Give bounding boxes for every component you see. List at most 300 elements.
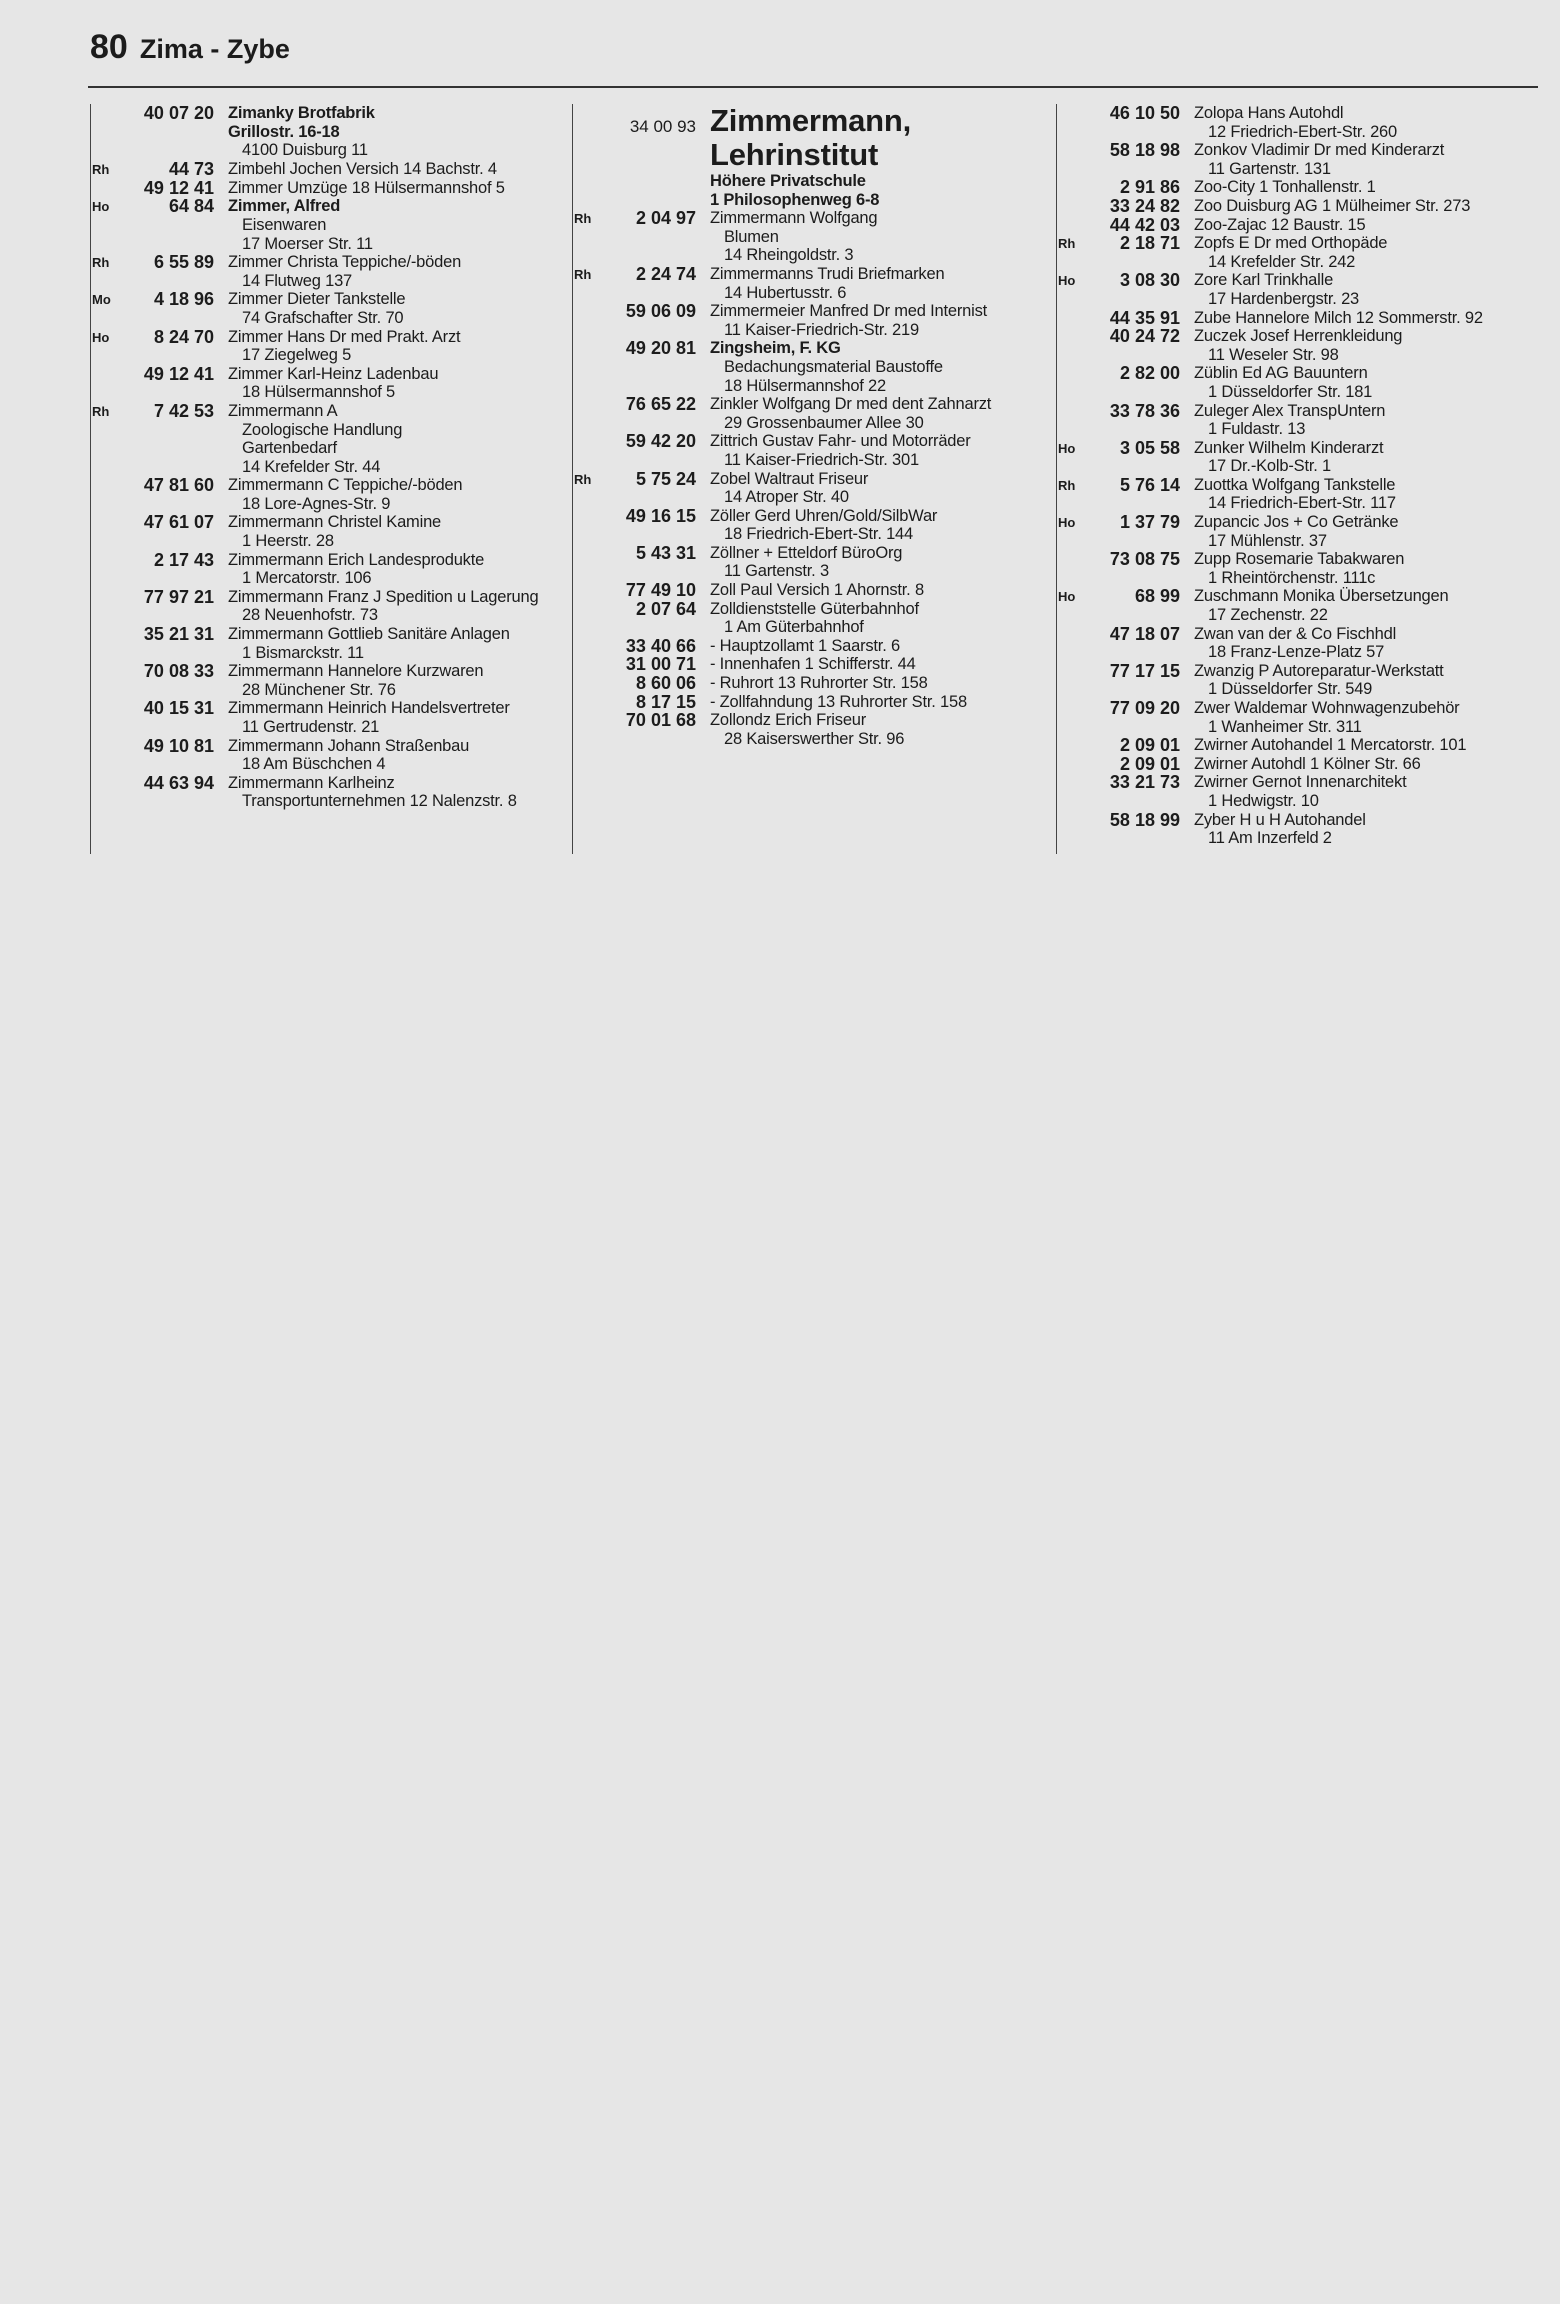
district-code bbox=[574, 302, 604, 303]
entry-body bbox=[228, 513, 562, 550]
entry-body bbox=[228, 699, 562, 736]
phone-number: 40 15 31 bbox=[143, 698, 214, 719]
entry-body bbox=[1194, 141, 1528, 178]
entry-name: Zuczek Josef Herrenkleidung bbox=[1194, 327, 1403, 346]
phone-number: 3 08 30 bbox=[1119, 270, 1180, 291]
district-code bbox=[92, 699, 122, 700]
listing-column-2 bbox=[574, 104, 1044, 748]
phone-number: 58 18 99 bbox=[1109, 809, 1180, 830]
entry-name: - Ruhrort 13 Ruhrorter Str. 158 bbox=[710, 674, 928, 693]
listing-entry bbox=[92, 625, 562, 662]
entry-detail-line: 17 Moerser Str. 11 bbox=[242, 234, 373, 253]
entry-body bbox=[710, 655, 1044, 674]
district-code bbox=[1058, 811, 1088, 812]
entry-body bbox=[710, 600, 1044, 637]
entry-detail-line: 1 Am Güterbahnhof bbox=[724, 618, 864, 637]
entry-name: Zoo Duisburg AG 1 Mülheimer Str. 273 bbox=[1194, 196, 1471, 215]
listing-entry bbox=[1058, 104, 1528, 141]
phone-number: 49 16 15 bbox=[625, 505, 696, 526]
entry-detail-line: 1 Wanheimer Str. 311 bbox=[1208, 717, 1362, 736]
listing-entry bbox=[1058, 439, 1528, 476]
entry-body bbox=[1194, 197, 1528, 216]
listing-entry bbox=[574, 265, 1044, 302]
district-code bbox=[1058, 178, 1088, 179]
district-code bbox=[1058, 699, 1088, 700]
listing-entry bbox=[574, 302, 1044, 339]
entry-name: Zolldienststelle Güterbahnhof bbox=[710, 599, 919, 618]
entry-body bbox=[710, 339, 1044, 395]
entry-body bbox=[710, 637, 1044, 656]
entry-body bbox=[228, 402, 562, 476]
district-code bbox=[1058, 736, 1088, 737]
entry-detail-line: 14 Friedrich-Ebert-Str. 117 bbox=[1208, 494, 1396, 513]
district-code bbox=[1058, 309, 1088, 310]
district-code bbox=[92, 551, 122, 552]
district-code bbox=[574, 637, 604, 638]
phone-number: 7 42 53 bbox=[153, 400, 214, 421]
listing-entry bbox=[92, 328, 562, 365]
listing-entry bbox=[1058, 327, 1528, 364]
entry-body bbox=[710, 209, 1044, 265]
district-code bbox=[1058, 104, 1088, 105]
entry-name: Zöller Gerd Uhren/Gold/SilbWar bbox=[710, 506, 938, 525]
listing-entry bbox=[1058, 197, 1528, 216]
phone-number: 77 17 15 bbox=[1109, 660, 1180, 681]
district-code bbox=[574, 655, 604, 656]
entry-detail-line: 14 Krefelder Str. 242 bbox=[1208, 252, 1356, 271]
district-code: Rh bbox=[574, 266, 592, 282]
entry-detail-line: Grillostr. 16-18 bbox=[228, 122, 340, 141]
phone-number: 70 01 68 bbox=[625, 710, 696, 731]
entry-detail-line: 1 Bismarckstr. 11 bbox=[242, 643, 364, 662]
entry-detail-line: Höhere Privatschule bbox=[710, 172, 866, 190]
entry-detail-line: 17 Zechenstr. 22 bbox=[1208, 606, 1328, 625]
district-code bbox=[574, 600, 604, 601]
phone-number: 34 00 93 bbox=[629, 117, 696, 136]
column-divider bbox=[572, 104, 573, 854]
entry-name: - Hauptzollamt 1 Saarstr. 6 bbox=[710, 636, 900, 655]
phone-number: 70 08 33 bbox=[143, 661, 214, 682]
listing-entry bbox=[92, 253, 562, 290]
entry-body bbox=[228, 328, 562, 365]
phone-number: 33 78 36 bbox=[1109, 400, 1180, 421]
district-code bbox=[92, 365, 122, 366]
phone-number: 77 97 21 bbox=[143, 586, 214, 607]
phone-number: 59 06 09 bbox=[625, 301, 696, 322]
district-code: Ho bbox=[1058, 273, 1076, 289]
district-code: Ho bbox=[92, 329, 110, 345]
district-code bbox=[92, 179, 122, 180]
entry-name: - Innenhafen 1 Schifferstr. 44 bbox=[710, 655, 916, 674]
listing-entry bbox=[574, 209, 1044, 265]
listing-entry bbox=[1058, 402, 1528, 439]
entry-body bbox=[710, 507, 1044, 544]
entry-detail-line: 18 Hülsermannshof 22 bbox=[724, 376, 887, 395]
phone-number: 77 49 10 bbox=[625, 580, 696, 601]
listing-column-3 bbox=[1058, 104, 1528, 848]
district-code bbox=[92, 737, 122, 738]
listing-entry bbox=[574, 104, 1044, 209]
phone-number: 6 55 89 bbox=[153, 252, 214, 273]
entry-name: Zore Karl Trinkhalle bbox=[1194, 271, 1334, 290]
entry-body bbox=[710, 674, 1044, 693]
entry-name: Zobel Waltraut Friseur bbox=[710, 469, 869, 488]
entry-name: Zimbehl Jochen Versich 14 Bachstr. 4 bbox=[228, 159, 497, 178]
district-code bbox=[574, 432, 604, 433]
entry-name: Zimmer Umzüge 18 Hülsermannshof 5 bbox=[228, 178, 505, 197]
listing-entry bbox=[92, 160, 562, 179]
phone-number: 73 08 75 bbox=[1109, 549, 1180, 570]
district-code bbox=[574, 104, 604, 105]
listing-entry bbox=[1058, 811, 1528, 848]
listing-entry bbox=[1058, 309, 1528, 328]
listing-entry bbox=[92, 737, 562, 774]
phone-number: 33 21 73 bbox=[1109, 772, 1180, 793]
district-code bbox=[92, 104, 122, 105]
phone-number: 49 12 41 bbox=[143, 177, 214, 198]
listing-entry bbox=[92, 365, 562, 402]
district-code bbox=[1058, 625, 1088, 626]
phone-number: 5 76 14 bbox=[1119, 474, 1180, 495]
entry-detail-line: 14 Atroper Str. 40 bbox=[724, 488, 849, 507]
district-code bbox=[574, 544, 604, 545]
listing-entry bbox=[92, 662, 562, 699]
entry-name: Zoll Paul Versich 1 Ahornstr. 8 bbox=[710, 581, 924, 600]
entry-body bbox=[1194, 736, 1528, 755]
listing-entry bbox=[92, 476, 562, 513]
entry-body bbox=[710, 544, 1044, 581]
entry-detail-line: 17 Hardenbergstr. 23 bbox=[1208, 289, 1360, 308]
entry-detail-line: 1 Hedwigstr. 10 bbox=[1208, 791, 1319, 810]
district-code: Ho bbox=[1058, 440, 1076, 456]
entry-body bbox=[710, 395, 1044, 432]
phone-number: 49 10 81 bbox=[143, 735, 214, 756]
entry-detail-line: Lehrinstitut bbox=[710, 137, 879, 172]
listing-entry bbox=[1058, 178, 1528, 197]
entry-body bbox=[228, 160, 562, 179]
entry-body bbox=[1194, 550, 1528, 587]
entry-name: Zonkov Vladimir Dr med Kinderarzt bbox=[1194, 141, 1445, 160]
entry-body bbox=[228, 253, 562, 290]
listing-entry bbox=[1058, 550, 1528, 587]
entry-body bbox=[228, 662, 562, 699]
entry-name: Zimmer Christa Teppiche/-böden bbox=[228, 253, 462, 272]
district-code bbox=[92, 476, 122, 477]
entry-body bbox=[1194, 811, 1528, 848]
entry-body bbox=[1194, 755, 1528, 774]
phone-number: 33 40 66 bbox=[625, 635, 696, 656]
entry-name: Zimmer Karl-Heinz Ladenbau bbox=[228, 364, 439, 383]
entry-detail-line: 14 Flutweg 137 bbox=[242, 271, 353, 290]
phone-number: 3 05 58 bbox=[1119, 437, 1180, 458]
entry-body bbox=[228, 737, 562, 774]
entry-body bbox=[1194, 513, 1528, 550]
entry-name: Zimmermann Heinrich Handelsvertreter bbox=[228, 699, 510, 718]
district-code bbox=[1058, 755, 1088, 756]
district-code bbox=[92, 513, 122, 514]
listing-entry bbox=[1058, 587, 1528, 624]
district-code bbox=[1058, 402, 1088, 403]
phone-number: 5 43 31 bbox=[635, 542, 696, 563]
entry-name: Zimmermann Gottlieb Sanitäre Anlagen bbox=[228, 625, 510, 644]
district-code: Ho bbox=[92, 199, 110, 215]
entry-name: Zwan van der & Co Fischhdl bbox=[1194, 624, 1397, 643]
entry-detail-line: Bedachungsmaterial Baustoffe bbox=[724, 357, 943, 376]
entry-body bbox=[228, 551, 562, 588]
district-code bbox=[574, 339, 604, 340]
entry-detail-line: 18 Friedrich-Ebert-Str. 144 bbox=[724, 525, 914, 544]
entry-body bbox=[228, 625, 562, 662]
entry-detail-line: 17 Ziegelweg 5 bbox=[242, 346, 352, 365]
entry-detail-line: 11 Kaiser-Friedrich-Str. 301 bbox=[724, 450, 919, 469]
phone-number: 47 18 07 bbox=[1109, 623, 1180, 644]
listing-entry bbox=[574, 600, 1044, 637]
listing-entry bbox=[92, 551, 562, 588]
entry-name: Zuschmann Monika Übersetzungen bbox=[1194, 587, 1449, 606]
entry-body bbox=[228, 290, 562, 327]
entry-detail-line: 74 Grafschafter Str. 70 bbox=[242, 308, 404, 327]
phone-number: 40 07 20 bbox=[143, 103, 214, 123]
entry-body bbox=[1194, 625, 1528, 662]
phone-number: 35 21 31 bbox=[143, 624, 214, 645]
district-code bbox=[1058, 197, 1088, 198]
listing-entry bbox=[1058, 141, 1528, 178]
phone-number: 68 99 bbox=[1134, 586, 1180, 607]
entry-body bbox=[710, 470, 1044, 507]
page-range-title: Zima - Zybe bbox=[139, 34, 290, 64]
district-code bbox=[92, 625, 122, 626]
listing-entry bbox=[1058, 736, 1528, 755]
entry-name: Zimmermann Christel Kamine bbox=[228, 513, 442, 532]
entry-name: Zimmermann Wolfgang bbox=[710, 209, 878, 228]
district-code bbox=[1058, 327, 1088, 328]
entry-body bbox=[1194, 699, 1528, 736]
listing-entry bbox=[574, 395, 1044, 432]
district-code bbox=[1058, 216, 1088, 217]
listing-entry bbox=[1058, 216, 1528, 235]
listing-entry bbox=[92, 588, 562, 625]
listing-entry bbox=[92, 774, 562, 811]
entry-body bbox=[1194, 104, 1528, 141]
entry-body bbox=[710, 693, 1044, 712]
listing-entry bbox=[574, 581, 1044, 600]
entry-name: Zwanzig P Autoreparatur-Werkstatt bbox=[1194, 661, 1444, 680]
entry-body bbox=[228, 774, 562, 811]
entry-name: Zuleger Alex TranspUntern bbox=[1194, 401, 1386, 420]
entry-detail-line: 28 Kaiserswerther Str. 96 bbox=[724, 729, 905, 748]
entry-detail-line: 4100 Duisburg 11 bbox=[242, 141, 368, 160]
listing-entry bbox=[1058, 513, 1528, 550]
district-code: Ho bbox=[1058, 589, 1076, 605]
entry-name: Zollondz Erich Friseur bbox=[710, 711, 867, 730]
listing-entry bbox=[574, 637, 1044, 656]
entry-detail-line: 14 Hubertusstr. 6 bbox=[724, 283, 847, 302]
entry-detail-line: 28 Neuenhofstr. 73 bbox=[242, 606, 378, 625]
listing-entry bbox=[92, 513, 562, 550]
entry-name: Zimmer, Alfred bbox=[228, 197, 341, 216]
entry-name: Zimmermann Karlheinz bbox=[228, 773, 395, 792]
phone-number: 2 04 97 bbox=[635, 208, 696, 229]
phone-number: 49 12 41 bbox=[143, 363, 214, 384]
district-code bbox=[574, 693, 604, 694]
entry-detail-line: Gartenbedarf bbox=[242, 439, 337, 458]
entry-body bbox=[228, 179, 562, 198]
listing-entry bbox=[574, 470, 1044, 507]
listing-entry bbox=[1058, 364, 1528, 401]
entry-body bbox=[1194, 364, 1528, 401]
phone-number: 2 18 71 bbox=[1119, 233, 1180, 254]
district-code: Rh bbox=[1058, 477, 1076, 493]
district-code: Rh bbox=[574, 471, 592, 487]
entry-detail-line: 18 Lore-Agnes-Str. 9 bbox=[242, 494, 391, 513]
entry-detail-line: 18 Franz-Lenze-Platz 57 bbox=[1208, 643, 1385, 662]
entry-detail-line: 1 Fuldastr. 13 bbox=[1208, 420, 1306, 439]
entry-body bbox=[1194, 662, 1528, 699]
district-code: Mo bbox=[92, 292, 111, 308]
district-code: Ho bbox=[1058, 515, 1076, 531]
entry-name: Zimanky Brotfabrik bbox=[228, 104, 375, 122]
listing-entry bbox=[92, 290, 562, 327]
phone-number: 64 84 bbox=[168, 196, 214, 217]
phone-number: 5 75 24 bbox=[635, 468, 696, 489]
entry-detail-line: Eisenwaren bbox=[242, 215, 327, 234]
entry-body bbox=[710, 302, 1044, 339]
district-code: Rh bbox=[92, 161, 110, 177]
phone-number: 2 82 00 bbox=[1119, 363, 1180, 384]
entry-detail-line: 11 Gertrudenstr. 21 bbox=[242, 718, 380, 736]
entry-name: Zuottka Wolfgang Tankstelle bbox=[1194, 475, 1396, 494]
entry-name: Zwer Waldemar Wohnwagenzubehör bbox=[1194, 699, 1460, 717]
entry-detail-line: 11 Gartenstr. 131 bbox=[1208, 159, 1331, 178]
district-code bbox=[574, 711, 604, 712]
listing-entry bbox=[574, 544, 1044, 581]
column-divider bbox=[90, 104, 91, 854]
entry-detail-line: Blumen bbox=[724, 227, 779, 246]
entry-detail-line: 12 Friedrich-Ebert-Str. 260 bbox=[1208, 122, 1398, 141]
district-code bbox=[1058, 141, 1088, 142]
entry-name: Zunker Wilhelm Kinderarzt bbox=[1194, 438, 1384, 457]
column-divider bbox=[1056, 104, 1057, 854]
phone-number: 4 18 96 bbox=[153, 289, 214, 310]
entry-detail-line: 17 Dr.-Kolb-Str. 1 bbox=[1208, 457, 1331, 476]
entry-name: Zimmermann A bbox=[228, 401, 338, 420]
entry-detail-line: Zoologische Handlung bbox=[242, 420, 403, 439]
district-code bbox=[92, 662, 122, 663]
district-code: Rh bbox=[92, 403, 110, 419]
district-code: Rh bbox=[574, 211, 592, 227]
phone-number: 40 24 72 bbox=[1109, 326, 1180, 347]
entry-body bbox=[228, 588, 562, 625]
entry-name: Zoo-Zajac 12 Baustr. 15 bbox=[1194, 215, 1366, 234]
listing-entry bbox=[574, 432, 1044, 469]
entry-body bbox=[1194, 402, 1528, 439]
listing-entry bbox=[92, 699, 562, 736]
district-code bbox=[92, 588, 122, 589]
listing-entry bbox=[574, 655, 1044, 674]
entry-detail-line: 1 Düsseldorfer Str. 549 bbox=[1208, 680, 1373, 699]
entry-name: Zimmer Dieter Tankstelle bbox=[228, 290, 406, 309]
entry-name: Zupp Rosemarie Tabakwaren bbox=[1194, 550, 1405, 569]
entry-name: Zinkler Wolfgang Dr med dent Zahnarzt bbox=[710, 395, 992, 414]
entry-name: - Zollfahndung 13 Ruhrorter Str. 158 bbox=[710, 692, 967, 711]
entry-body bbox=[1194, 439, 1528, 476]
entry-name: Zimmermeier Manfred Dr med Internist bbox=[710, 302, 988, 321]
entry-name: Züblin Ed AG Bauuntern bbox=[1194, 364, 1368, 383]
phone-number: 76 65 22 bbox=[625, 394, 696, 415]
listing-entry bbox=[1058, 234, 1528, 271]
phone-number: 44 63 94 bbox=[143, 772, 214, 793]
entry-name: Zimmermanns Trudi Briefmarken bbox=[710, 264, 945, 283]
entry-name: Zimmermann, bbox=[710, 103, 912, 138]
entry-body bbox=[1194, 309, 1528, 328]
listing-entry bbox=[1058, 755, 1528, 774]
phone-number: 2 09 01 bbox=[1119, 735, 1180, 756]
entry-detail-line: 11 Weseler Str. 98 bbox=[1208, 345, 1339, 364]
entry-name: Zingsheim, F. KG bbox=[710, 339, 841, 358]
phone-number: 1 37 79 bbox=[1119, 512, 1180, 533]
entry-detail-line: 1 Düsseldorfer Str. 181 bbox=[1208, 382, 1373, 401]
page-number: 80 bbox=[90, 28, 128, 66]
listing-entry bbox=[574, 507, 1044, 544]
listing-entry bbox=[1058, 476, 1528, 513]
phone-number: 44 73 bbox=[168, 158, 214, 179]
listing-entry bbox=[92, 402, 562, 476]
entry-detail-line: 1 Mercatorstr. 106 bbox=[242, 569, 372, 588]
entry-detail-line: 18 Am Büschchen 4 bbox=[242, 755, 386, 774]
entry-name: Zimmermann Johann Straßenbau bbox=[228, 736, 470, 755]
entry-body bbox=[1194, 271, 1528, 308]
entry-body bbox=[710, 104, 1044, 209]
entry-body bbox=[1194, 234, 1528, 271]
listing-entry bbox=[1058, 773, 1528, 810]
entry-detail-line: 11 Gartenstr. 3 bbox=[724, 562, 829, 581]
entry-detail-line: 14 Rheingoldstr. 3 bbox=[724, 246, 854, 265]
district-code bbox=[92, 774, 122, 775]
entry-body bbox=[228, 476, 562, 513]
phone-number: 58 18 98 bbox=[1109, 140, 1180, 161]
phone-number: 46 10 50 bbox=[1109, 103, 1180, 123]
phone-number: 44 35 91 bbox=[1109, 307, 1180, 328]
phone-number: 49 20 81 bbox=[625, 338, 696, 359]
district-code bbox=[1058, 662, 1088, 663]
phone-number: 8 17 15 bbox=[635, 691, 696, 712]
header-rule bbox=[88, 86, 1538, 88]
entry-name: Zwirner Autohandel 1 Mercatorstr. 101 bbox=[1194, 736, 1467, 755]
page-header bbox=[90, 28, 290, 67]
entry-body bbox=[1194, 773, 1528, 810]
listing-entry bbox=[574, 674, 1044, 693]
entry-name: Zopfs E Dr med Orthopäde bbox=[1194, 234, 1388, 253]
phone-number: 59 42 20 bbox=[625, 431, 696, 452]
entry-body bbox=[228, 104, 562, 160]
listing-entry bbox=[1058, 699, 1528, 736]
entry-name: Zimmer Hans Dr med Prakt. Arzt bbox=[228, 327, 461, 346]
phone-number: 77 09 20 bbox=[1109, 698, 1180, 718]
listing-entry bbox=[92, 104, 562, 160]
entry-detail-line: 1 Philosophenweg 6-8 bbox=[710, 190, 880, 209]
entry-body bbox=[228, 197, 562, 253]
entry-name: Zimmermann Hannelore Kurzwaren bbox=[228, 662, 484, 681]
entry-name: Zimmermann C Teppiche/-böden bbox=[228, 476, 463, 495]
district-code bbox=[574, 674, 604, 675]
entry-body bbox=[710, 581, 1044, 600]
listing-entry bbox=[1058, 662, 1528, 699]
entry-detail-line: 29 Grossenbaumer Allee 30 bbox=[724, 413, 924, 432]
entry-body bbox=[1194, 216, 1528, 235]
entry-body bbox=[1194, 178, 1528, 197]
entry-name: Zwirner Autohdl 1 Kölner Str. 66 bbox=[1194, 754, 1421, 773]
entry-detail-line: 18 Hülsermannshof 5 bbox=[242, 383, 396, 402]
